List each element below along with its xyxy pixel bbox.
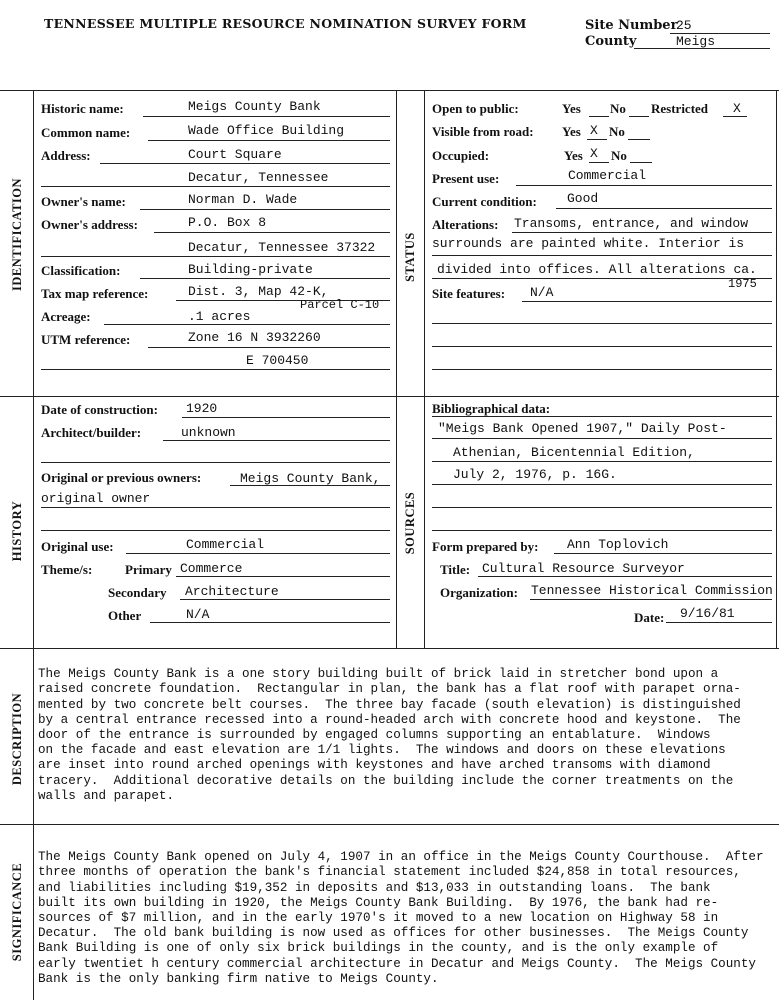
address-line-2: Decatur, Tennessee [188, 170, 329, 185]
description-line: tracery. Additional decorative details on the building include the corner treatments on the [38, 773, 734, 788]
date-label: Date: [634, 610, 665, 625]
acreage-label: Acreage: [41, 309, 91, 324]
description-line: are inset into round arched openings with keystones and have arched transoms with diamond [38, 758, 711, 773]
classification-value: Building-private [188, 262, 313, 277]
significance-line: Decatur. The old bank building is now used as offices for other businesses. The Meigs County [38, 926, 749, 941]
primary-theme-value: Commerce [180, 561, 243, 576]
site-features-value: N/A [530, 285, 554, 300]
title-label: Title: [440, 562, 471, 577]
occupied-label: Occupied: [432, 148, 490, 163]
tax-map-label: Tax map reference: [41, 286, 149, 301]
description-line: walls and parapet. [38, 788, 175, 803]
occupied-yes-label: Yes [564, 148, 583, 163]
bibliographical-data-label: Bibliographical data: [432, 401, 551, 416]
description-line: by a central entrance recessed into a round-headed arch with concrete hood and keystone. The [38, 712, 741, 727]
utm-label: UTM reference: [41, 332, 131, 347]
site-number-label: Site Number [585, 18, 678, 33]
open-yes-label: Yes [562, 101, 581, 116]
acreage-value: .1 acres [188, 309, 251, 324]
common-name-value: Wade Office Building [188, 123, 345, 138]
open-to-public-label: Open to public: [432, 101, 519, 116]
other-theme-value: N/A [186, 607, 210, 622]
significance-line: Bank Building is one of only six brick buildings in the county, and is the only example of [38, 941, 719, 956]
significance-line: Bank is the only banking firm native to Meigs County. [38, 971, 439, 986]
visible-from-road-label: Visible from road: [432, 124, 534, 139]
bibliography-line-2: Athenian, Bicentennial Edition, [453, 445, 695, 460]
owner-name-value: Norman D. Wade [188, 192, 298, 207]
section-description: DESCRIPTION [10, 692, 24, 786]
date-of-construction-label: Date of construction: [41, 402, 158, 417]
significance-line: sources of $7 million, and in the early 1970's it moved to a new location on Highway 58 in [38, 911, 719, 926]
utm-line-1: Zone 16 N 3932260 [188, 330, 321, 345]
secondary-theme-value: Architecture [185, 584, 279, 599]
alterations-line-4: 1975 [728, 277, 757, 291]
alterations-label: Alterations: [432, 217, 499, 232]
original-owners-line-1: Meigs County Bank, [240, 471, 381, 486]
common-name-label: Common name: [41, 125, 131, 140]
date-of-construction-value: 1920 [186, 401, 218, 416]
significance-line: built its own building in 1920, the Meigs County Bank Building. By 1976, the bank had re- [38, 895, 719, 910]
section-sources: SOURCES [403, 491, 417, 555]
alterations-line-3: divided into offices. All alterations ca. [437, 262, 757, 277]
form-prepared-by-label: Form prepared by: [432, 539, 539, 554]
address-label: Address: [41, 148, 91, 163]
bibliography-line-1: "Meigs Bank Opened 1907," Daily Post- [438, 421, 727, 436]
current-condition-value: Good [567, 191, 599, 206]
owner-address-label: Owner's address: [41, 217, 138, 232]
open-no-label: No [610, 101, 626, 116]
architect-label: Architect/builder: [41, 425, 142, 440]
significance-line: and liabilities including $19,352 in deposits and $13,033 in outstanding loans. The bank [38, 880, 711, 895]
section-status: STATUS [403, 232, 417, 282]
organization-value: Tennessee Historical Commission [531, 583, 773, 598]
bibliography-line-3: July 2, 1976, p. 16G. [453, 467, 617, 482]
owner-address-line-2: Decatur, Tennessee 37322 [188, 240, 376, 255]
section-identification: IDENTIFICATION [10, 177, 24, 291]
architect-value: unknown [181, 425, 236, 440]
form-title: TENNESSEE MULTIPLE RESOURCE NOMINATION SURVEY FORM [44, 16, 527, 31]
original-use-value: Commercial [186, 537, 265, 552]
date-value: 9/16/81 [680, 606, 735, 621]
significance-line: three months of operation the bank's financial statement included $24,858 in total resources, [38, 865, 741, 880]
occupied-no-label: No [611, 148, 627, 163]
visible-yes-label: Yes [562, 124, 581, 139]
significance-line: early twentiet h century commercial architecture in Decatur and Meigs County. The Meigs County [38, 956, 756, 971]
occupied-yes-mark: X [590, 146, 598, 161]
organization-label: Organization: [440, 585, 518, 600]
description-line: door of the entrance is surrounded by engaged columns supporting an entablature. Windows [38, 728, 711, 743]
section-significance: SIGNIFICANCE [10, 862, 24, 962]
primary-theme-label: Primary [125, 562, 172, 577]
address-line-1: Court Square [188, 147, 282, 162]
historic-name-value: Meigs County Bank [188, 99, 321, 114]
owner-address-line-1: P.O. Box 8 [188, 215, 267, 230]
restricted-mark: X [733, 101, 741, 116]
current-condition-label: Current condition: [432, 194, 537, 209]
themes-label: Theme/s: [41, 562, 93, 577]
description-text [38, 652, 741, 819]
tax-map-line-1: Dist. 3, Map 42-K, [188, 284, 329, 299]
description-line: on the facade and east elevation are 1/1 lights. The windows and doors on these elevations [38, 743, 726, 758]
original-use-label: Original use: [41, 539, 114, 554]
description-line: The Meigs County Bank is a one story building built of brick laid in stretcher bond upon a [38, 667, 719, 682]
historic-name-label: Historic name: [41, 101, 124, 116]
alterations-line-1: Transoms, entrance, and window [514, 216, 749, 231]
present-use-value: Commercial [568, 168, 647, 183]
significance-line: The Meigs County Bank opened on July 4, 1907 in an office in the Meigs County Courthouse. After [38, 850, 764, 865]
restricted-label: Restricted [651, 101, 709, 116]
visible-yes-mark: X [590, 123, 598, 138]
county-value: Meigs [676, 34, 716, 49]
title-value: Cultural Resource Surveyor [482, 561, 685, 576]
site-features-label: Site features: [432, 286, 506, 301]
description-line: raised concrete foundation. Rectangular in plan, the bank has a flat roof with parapet orna- [38, 682, 741, 697]
original-owners-label: Original or previous owners: [41, 470, 202, 485]
other-theme-label: Other [108, 608, 142, 623]
form-prepared-by-value: Ann Toplovich [567, 537, 669, 552]
utm-line-2: E 700450 [246, 353, 309, 368]
county-label: County [585, 34, 637, 49]
secondary-theme-label: Secondary [108, 585, 167, 600]
description-line: mented by two concrete belt courses. The three bay facade (south elevation) is distinguished [38, 697, 741, 712]
tax-map-line-2: Parcel C-10 [300, 298, 380, 312]
present-use-label: Present use: [432, 171, 500, 186]
classification-label: Classification: [41, 263, 121, 278]
section-history: HISTORY [10, 500, 24, 562]
owner-name-label: Owner's name: [41, 194, 126, 209]
alterations-line-2: surrounds are painted white. Interior is [432, 236, 745, 251]
site-number-value: 25 [676, 18, 692, 33]
original-owners-line-2: original owner [41, 491, 151, 506]
significance-text [38, 835, 764, 1002]
visible-no-label: No [609, 124, 625, 139]
